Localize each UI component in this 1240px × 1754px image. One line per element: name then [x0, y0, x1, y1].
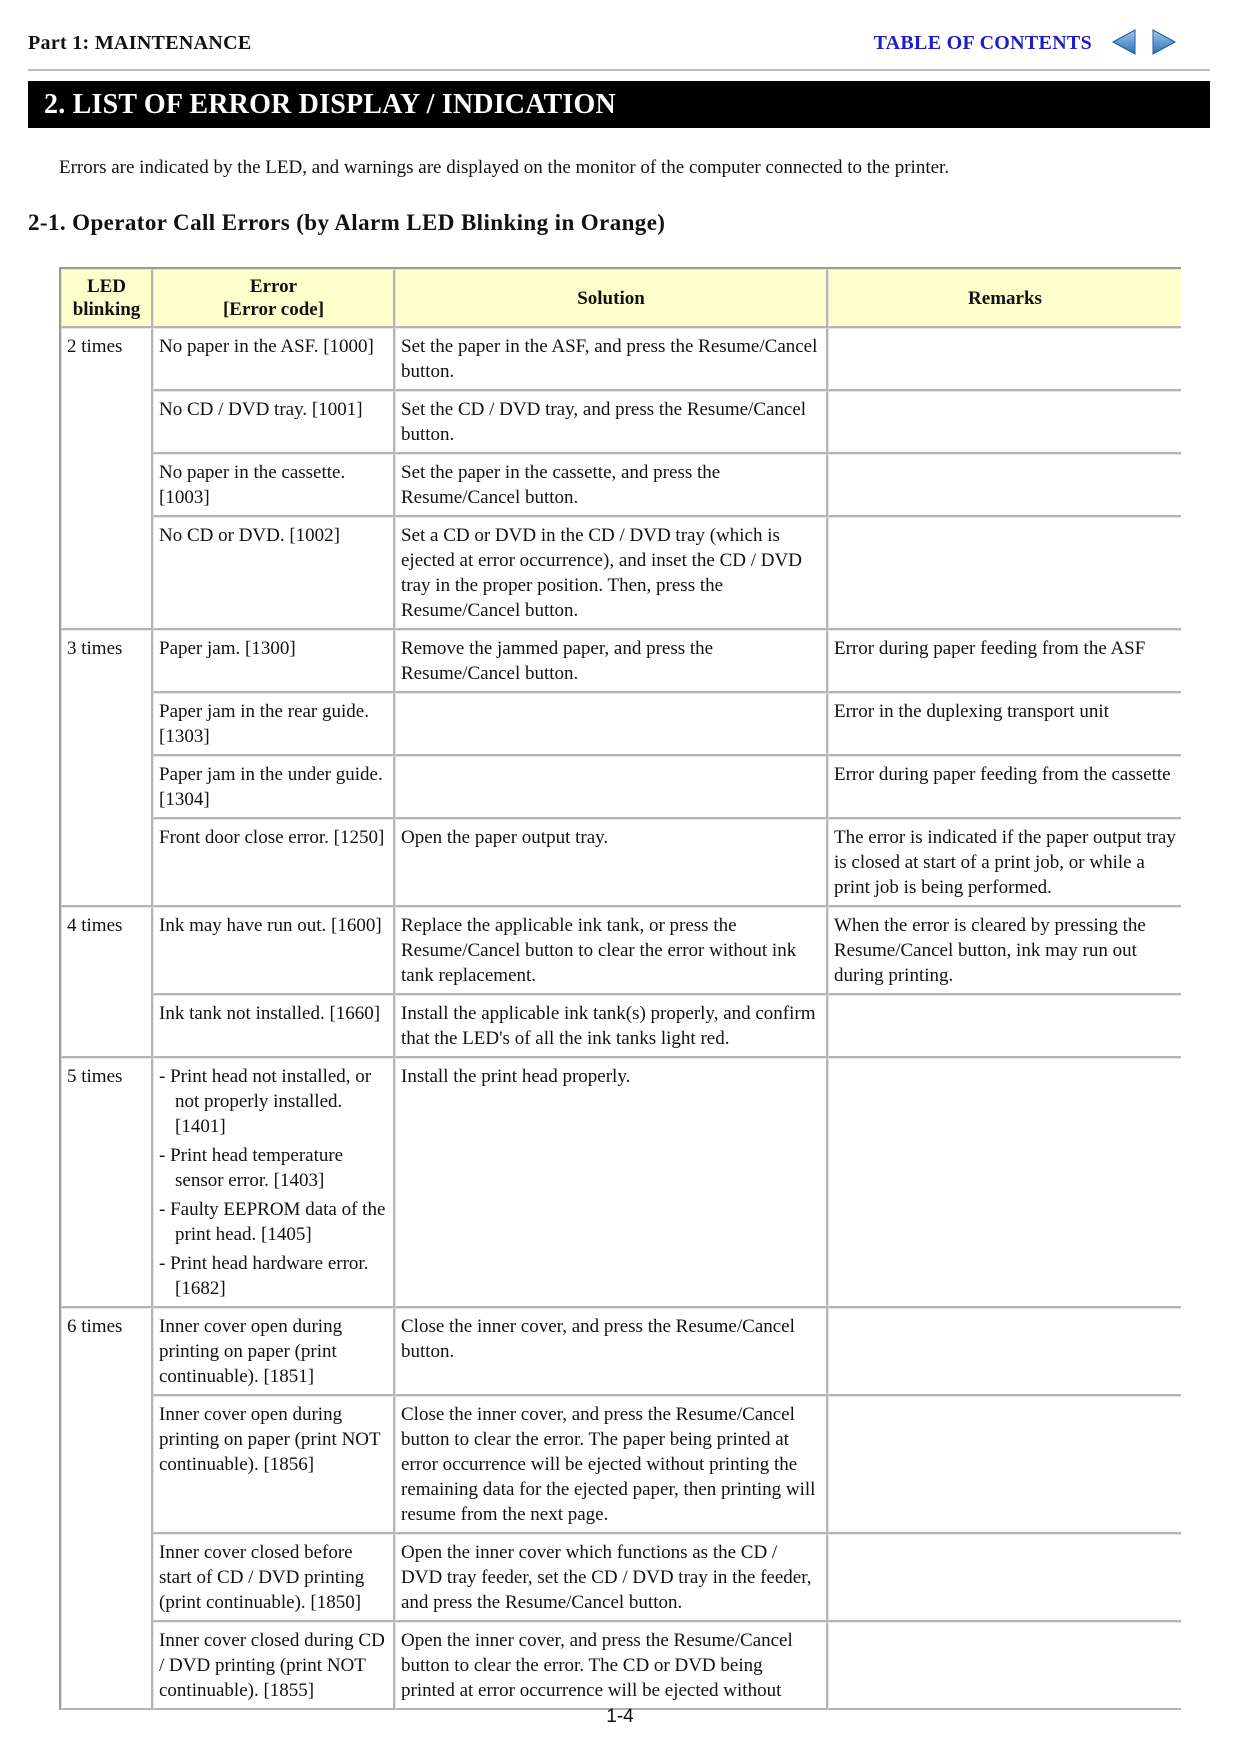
- table-row: [61, 1534, 1181, 1622]
- remarks-cell: Error in the duplexing transport unit: [828, 693, 1181, 756]
- header-error: [153, 269, 395, 328]
- part-label: Part 1: MAINTENANCE: [28, 32, 252, 54]
- solution-cell: Set the paper in the ASF, and press the Resume/Cancel button.: [395, 328, 828, 391]
- remarks-cell: [828, 1058, 1181, 1308]
- error-list-item: - Print head not installed, or not properly installed. [1401]: [159, 1066, 372, 1137]
- remarks-cell: [828, 328, 1181, 391]
- table-row: [61, 1058, 1181, 1308]
- table-of-contents-link[interactable]: TABLE OF CONTENTS: [873, 32, 1092, 54]
- page-number: 1-4: [606, 1706, 634, 1727]
- remarks-cell: [828, 1534, 1181, 1622]
- remarks-cell: Error during paper feeding from the ASF: [828, 630, 1181, 693]
- remarks-cell: [828, 995, 1181, 1058]
- error-cell: Paper jam in the rear guide. [1303]: [153, 693, 395, 756]
- header-divider: [28, 69, 1210, 71]
- table-row: [61, 630, 1181, 693]
- subsection-title: 2-1. Operator Call Errors (by Alarm LED Blinking in Orange): [28, 210, 666, 235]
- solution-cell: Close the inner cover, and press the Resume/Cancel button to clear the error. The paper being printed at error occurrence will be ejected without printing the remaining data for the ejected paper, then printing will resume from the next page.: [395, 1396, 828, 1534]
- header-error-line2: [Error code]: [222, 299, 325, 320]
- error-table: [59, 267, 1181, 1710]
- header-led-line1: LED: [86, 276, 127, 297]
- solution-cell: Close the inner cover, and press the Resume/Cancel button.: [395, 1308, 828, 1396]
- solution-cell: Open the inner cover which functions as the CD / DVD tray feeder, set the CD / DVD tray in the feeder, and press the Resume/Cancel button.: [395, 1534, 828, 1622]
- led-cell: 5 times: [61, 1058, 153, 1308]
- table-row: [61, 907, 1181, 995]
- solution-cell: Set a CD or DVD in the CD / DVD tray (which is ejected at error occurrence), and inset the CD / DVD tray in the proper position. Then, press the Resume/Cancel button.: [395, 517, 828, 630]
- table-row: [61, 995, 1181, 1058]
- led-cell: 4 times: [61, 907, 153, 1058]
- remarks-cell: [828, 517, 1181, 630]
- remarks-cell: Error during paper feeding from the cassette: [828, 756, 1181, 819]
- error-cell: Ink may have run out. [1600]: [153, 907, 395, 995]
- table-header-row: [61, 269, 1181, 328]
- led-cell: 6 times: [61, 1308, 153, 1710]
- solution-cell: Open the inner cover, and press the Resume/Cancel button to clear the error. The CD or DVD being printed at error occurrence will be ejected without: [395, 1622, 828, 1710]
- led-cell: 3 times: [61, 630, 153, 907]
- table-row: [61, 756, 1181, 819]
- remarks-cell: The error is indicated if the paper output tray is closed at start of a print job, or while a print job is being performed.: [828, 819, 1181, 907]
- table-row: [61, 1396, 1181, 1534]
- solution-cell: Replace the applicable ink tank, or press the Resume/Cancel button to clear the error without ink tank replacement.: [395, 907, 828, 995]
- header-led-blinking: [61, 269, 153, 328]
- table-row: [61, 328, 1181, 391]
- error-list-item: - Print head temperature sensor error. [1403]: [159, 1145, 344, 1191]
- error-table-container: [59, 267, 1181, 1727]
- remarks-cell: [828, 391, 1181, 454]
- error-cell: Inner cover open during printing on paper (print continuable). [1851]: [153, 1308, 395, 1396]
- error-cell: [153, 1058, 395, 1308]
- error-cell: Inner cover closed during CD / DVD printing (print NOT continuable). [1855]: [153, 1622, 395, 1710]
- solution-cell: Set the paper in the cassette, and press the Resume/Cancel button.: [395, 454, 828, 517]
- error-cell: Inner cover open during printing on paper (print NOT continuable). [1856]: [153, 1396, 395, 1534]
- error-list-item: - Print head hardware error. [1682]: [159, 1253, 369, 1299]
- error-list-item: - Faulty EEPROM data of the print head. [1405]: [159, 1199, 386, 1245]
- section-title-bar: [28, 81, 1210, 128]
- error-cell: Ink tank not installed. [1660]: [153, 995, 395, 1058]
- solution-cell: Remove the jammed paper, and press the Resume/Cancel button.: [395, 630, 828, 693]
- error-cell: Inner cover closed before start of CD / DVD printing (print continuable). [1850]: [153, 1534, 395, 1622]
- error-cell: Front door close error. [1250]: [153, 819, 395, 907]
- solution-cell: [395, 756, 828, 819]
- table-row: [61, 693, 1181, 756]
- remarks-cell: [828, 1308, 1181, 1396]
- led-cell: 2 times: [61, 328, 153, 630]
- table-row: [61, 819, 1181, 907]
- error-cell: No paper in the ASF. [1000]: [153, 328, 395, 391]
- page-header: [28, 28, 1210, 58]
- error-cell: Paper jam in the under guide. [1304]: [153, 756, 395, 819]
- solution-cell: Open the paper output tray.: [395, 819, 828, 907]
- table-row: [61, 391, 1181, 454]
- solution-cell: [395, 693, 828, 756]
- solution-cell: Install the applicable ink tank(s) properly, and confirm that the LED's of all the ink tanks light red.: [395, 995, 828, 1058]
- header-solution: Solution: [395, 269, 828, 328]
- error-cell: No paper in the cassette. [1003]: [153, 454, 395, 517]
- remarks-cell: When the error is cleared by pressing the Resume/Cancel button, ink may run out during printing.: [828, 907, 1181, 995]
- table-row: [61, 1622, 1181, 1710]
- section-title: 2. LIST OF ERROR DISPLAY / INDICATION: [44, 89, 616, 120]
- remarks-cell: [828, 1396, 1181, 1534]
- solution-cell: Install the print head properly.: [395, 1058, 828, 1308]
- header-led-line2: blinking: [72, 299, 141, 320]
- table-row: [61, 1308, 1181, 1396]
- right-arrow-icon[interactable]: [1150, 28, 1178, 56]
- remarks-cell: [828, 1622, 1181, 1710]
- solution-cell: Set the CD / DVD tray, and press the Resume/Cancel button.: [395, 391, 828, 454]
- header-error-line1: Error: [249, 276, 298, 297]
- header-remarks: Remarks: [828, 269, 1181, 328]
- intro-paragraph: Errors are indicated by the LED, and warnings are displayed on the monitor of the computer connected to the printer.: [59, 157, 950, 178]
- error-cell: No CD / DVD tray. [1001]: [153, 391, 395, 454]
- table-row: [61, 517, 1181, 630]
- error-cell: No CD or DVD. [1002]: [153, 517, 395, 630]
- table-row: [61, 454, 1181, 517]
- error-cell: Paper jam. [1300]: [153, 630, 395, 693]
- left-arrow-icon[interactable]: [1110, 28, 1138, 56]
- remarks-cell: [828, 454, 1181, 517]
